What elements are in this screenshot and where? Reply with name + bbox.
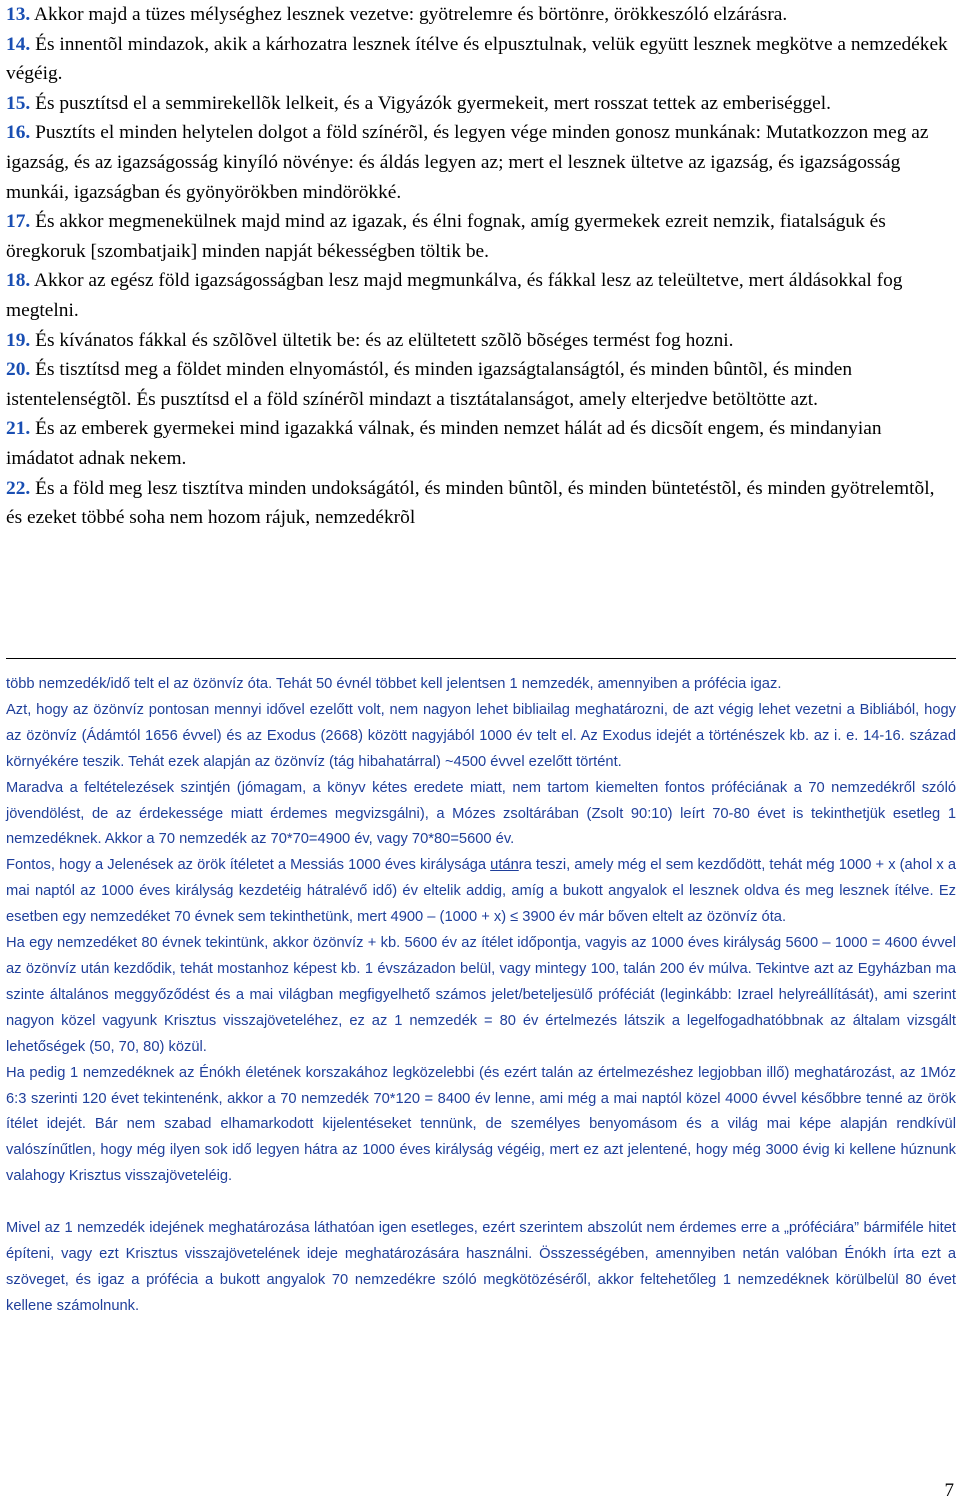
verse-number: 21. bbox=[6, 418, 31, 440]
footnote-paragraph: Mivel az 1 nemzedék idejének meghatározása láthatóan igen esetleges, ezért szerintem abszolút nem érdemes erre a „próféciára” bármiféle hitet építeni, vagy ezt Krisztus visszajövetelének ideje meghatározására használni. Összességében, amennyiben netán valóban Énókh írta ezt a szöveget, és igaz a prófécia a bukott angyalok 70 nemzedékre szóló megkötözéséről, akkor feltehetőleg 1 nemzedéknek körülbelül 80 évet kellene számolnunk. bbox=[6, 1220, 956, 1314]
verse bbox=[6, 118, 954, 207]
verse-number: 16. bbox=[6, 122, 31, 144]
verse bbox=[6, 207, 954, 266]
verse-text: És a föld meg lesz tisztítva minden undokságától, és minden bûntõl, és minden büntetéstõl, és minden gyötrelemtõl, és ezeket többé soha nem hozom rájuk, nemzedékrõl bbox=[6, 477, 935, 529]
footnote-paragraph: Azt, hogy az özönvíz pontosan mennyi idővel ezelőtt volt, nem nagyon lehet bibliailag meghatározni, de azt végig lehet vezetni a Bibliából, hogy az özönvíz (Ádámtól 1656 évvel) és az Exodus (2668) között nagyjából 1000 év telt el. Az Exodus idejét a történészek kb. az i. e. 14-16. század környékére teszik. Tehát ezek alapján az özönvíz (tág hibahatárral) ~4500 évvel ezelőtt történt. bbox=[6, 701, 956, 770]
footnote-paragraph: Maradva a feltételezések szintjén (jómagam, a könyv kétes eredete miatt, nem tartom kiemelten fontos próféciának a 70 nemzedékről szóló jövendölést, de az érdekessége miatt érdemes megvizsgálni), a Mózes zsoltárában (Zsolt 90:10) leírt 70-80 évet is tekinthetjük esetleg 1 nemzedéknek. Akkor a 70 nemzedék az 70*70=4900 év, vagy 70*80=5600 év. bbox=[6, 779, 956, 848]
verse bbox=[6, 326, 954, 356]
footnote-paragraph: több nemzedék/idő telt el az özönvíz óta. Tehát 50 évnél többet kell jelentsen 1 nemzedék, amennyiben a prófécia igaz. bbox=[6, 676, 782, 692]
footnote-paragraph: Ha pedig 1 nemzedéknek az Énókh életének korszakához legközelebbi (és ezért talán az értelmezéshez legjobban illő) meghatározást, az 1Móz 6:3 szerinti 120 évet tekintenénk, akkor a 70 nemzedék 70*120 = 8400 év lenne, ami még a mai naptól közel 4000 évvel későbbre tenné az örök ítélet idejét. Bár nem szabad elhamarkodott kijelentéseket tennünk, de személyes benyomásom és a világ mai képe alapján rendkívül valószínűtlen, hogy még ilyen sok idő legyen hátra az 1000 éves királyság végéig, mert ez azt jelentené, hogy még 3000 évig ki kellene húznunk valahogy Krisztus visszajöveteléig. bbox=[6, 1064, 956, 1185]
underlined-word: után bbox=[490, 857, 519, 874]
verse-number: 15. bbox=[6, 92, 31, 114]
verse-number: 20. bbox=[6, 359, 31, 381]
verse-number: 22. bbox=[6, 477, 31, 499]
verse-text: És akkor megmenekülnek majd mind az igazak, és élni fognak, amíg gyermekek ezreit nemzik, fiatalságuk és öregkoruk [szombatjaik] minden napját békességben töltik be. bbox=[6, 211, 886, 262]
verse-number: 18. bbox=[6, 270, 31, 292]
verse-text: Akkor az egész föld igazságosságban lesz majd megmunkálva, és fákkal lesz az teleültetve, mert áldásokkal fog megtelni. bbox=[6, 270, 903, 321]
verse bbox=[6, 30, 954, 89]
verse-text: Pusztíts el minden helytelen dolgot a föld színérõl, és legyen vége minden gonosz munkának: Mutatkozzon meg az igazság, és az igazságosság kinyíló növénye: és áldás legyen az; mert el lesznek ültetve az igazság, és igazságosság munkái, igazságban és gyönyörökben mindörökké. bbox=[6, 122, 929, 203]
verse-text: És az emberek gyermekei mind igazakká válnak, és minden nemzet hálát ad és dicsõít engem, és mindanyian imádatot adnak nekem. bbox=[6, 418, 882, 469]
verse bbox=[6, 266, 954, 325]
verse bbox=[6, 355, 954, 414]
verse-number: 19. bbox=[6, 329, 31, 351]
page-number: 7 bbox=[944, 1480, 954, 1501]
verse-text: És kívánatos fákkal és szõlõvel ültetik be: és az elültetett szõlõ bõséges termést fog hozni. bbox=[30, 329, 734, 351]
footnote-section bbox=[6, 672, 956, 1320]
verse bbox=[6, 474, 954, 533]
verse bbox=[6, 0, 954, 30]
verse-text: És pusztítsd el a semmirekellõk lelkeit, és a Vigyázók gyermekeit, mert rosszat tettek az emberiséggel. bbox=[30, 92, 832, 114]
footnote-text: ra teszi, amely még el sem kezdődött, tehát még 1000 + x (ahol x a mai naptól az 1000 éves királyság kezdetéig hátralévő idő) év eltelik addig, amíg a bukott angyalok el lesznek oldva és meg lesznek ítélve. Ez esetben egy nemzedéket 70 évnek sem tekinthetünk, mert 4900 – (1000 + x) ≤ 3900 év már bőven eltelt az özönvíz óta. bbox=[6, 857, 956, 926]
verse-number: 17. bbox=[6, 211, 31, 233]
verse bbox=[6, 414, 954, 473]
verse-text: Akkor majd a tüzes mélységhez lesznek vezetve: gyötrelemre és börtönre, örökkeszóló elzárásra. bbox=[30, 4, 788, 25]
verse-text: És tisztítsd meg a földet minden elnyomástól, és minden igazságtalanságtól, és minden bûntõl, és minden istentelenségtõl. És pusztítsd el a föld színérõl mindazt a tisztátalanságot, amely elterjedve betöltötte azt. bbox=[6, 359, 853, 410]
verse-number: 13. bbox=[6, 4, 31, 25]
verse-text: És innentõl mindazok, akik a kárhozatra lesznek ítélve és elpusztulnak, velük együtt lesznek megkötve a nemzedékek végéig. bbox=[6, 33, 948, 85]
footnote-divider bbox=[6, 658, 956, 659]
verse-number: 14. bbox=[6, 33, 31, 55]
footnote-paragraph bbox=[6, 853, 956, 931]
footnote-text: Fontos, hogy a Jelenések az örök ítéletet a Messiás 1000 éves királysága bbox=[6, 857, 491, 874]
verse bbox=[6, 89, 954, 119]
footnote-paragraph: Ha egy nemzedéket 80 évnek tekintünk, akkor özönvíz + kb. 5600 év az ítélet időpontja, vagyis az 1000 éves királyság 5600 – 1000 = 4600 évvel az özönvíz után kezdődik, tehát mostanhoz képest kb. 1 évszázadon belül, vagy mintegy 100, talán 200 év múlva. Tekintve azt az Egyházban ma szinte általános meggyőződést és a mai világban megfigyelhető számos jelet/beteljesülő próféciát (leginkább: Izrael helyreállítását), ami szerint nagyon közel vagyunk Krisztus visszajöveteléhez, ez az 1 nemzedék = 80 év értelmezés látszik a legelfogadhatóbbnak az általam vizsgált lehetőségek (50, 70, 80) közül. bbox=[6, 935, 956, 1055]
verse-list bbox=[6, 0, 954, 533]
